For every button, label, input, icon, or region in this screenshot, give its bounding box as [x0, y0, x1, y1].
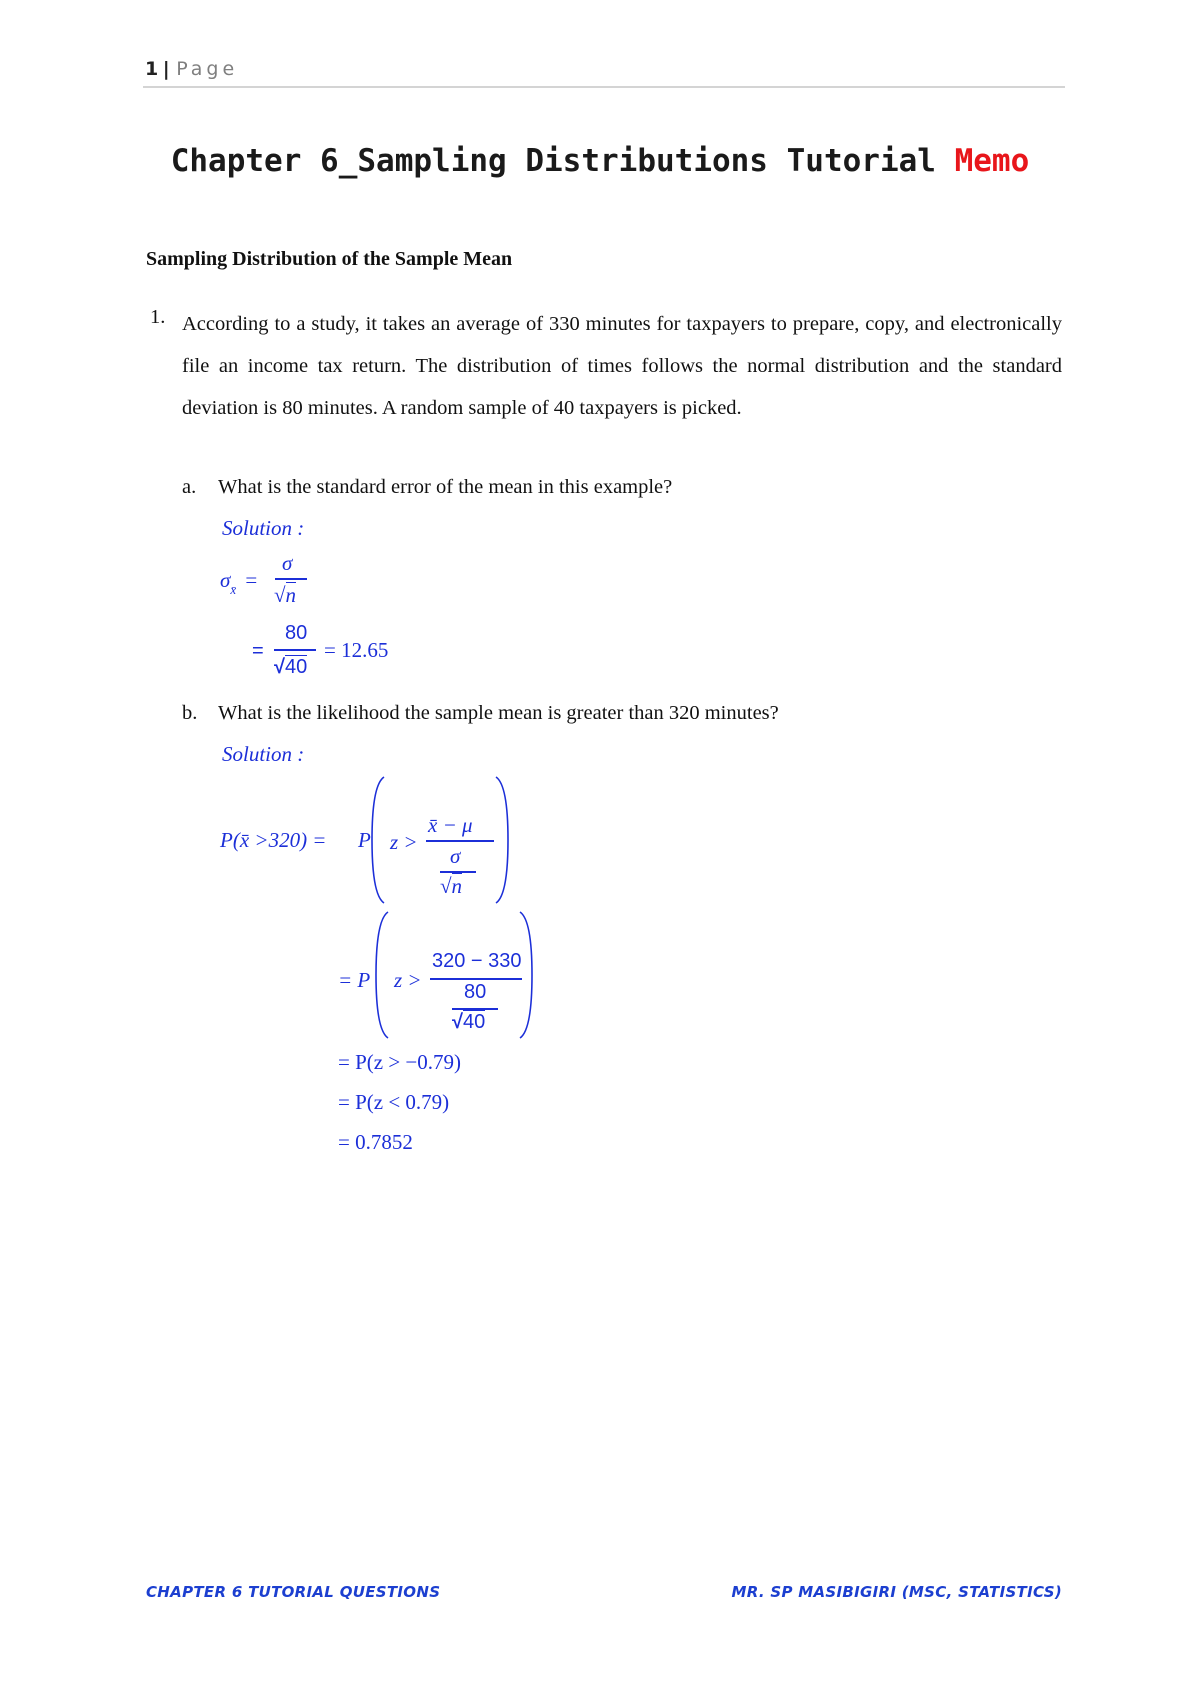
sqrt-n: √n: [274, 583, 297, 607]
title-main: Chapter 6_Sampling Distributions Tutorial: [170, 143, 955, 179]
sigma-xbar-formula: $\sigma_{x̄}$ =: [220, 568, 258, 597]
step1-main-bar: [426, 840, 494, 842]
calc-denominator: √40: [274, 656, 308, 678]
page-number: 1: [145, 58, 159, 80]
step4: = P(z < 0.79): [338, 1090, 450, 1114]
formula-numerator: σ: [282, 551, 293, 575]
calc-result: = 12.65: [324, 638, 389, 662]
page-label: Page: [176, 58, 239, 80]
step3: = P(z > −0.79): [338, 1050, 462, 1074]
part-a-letter: a.: [182, 476, 197, 498]
step2-z: z >: [394, 968, 422, 992]
footer-left: CHAPTER 6 TUTORIAL QUESTIONS: [146, 1583, 441, 1601]
part-b-letter: b.: [182, 702, 198, 724]
step2-sqrt-40: √40: [452, 1011, 486, 1033]
calc-fraction-bar: [274, 649, 316, 651]
step2-main-bar: [430, 978, 522, 980]
question-text: According to a study, it takes an average of 330 minutes for taxpayers to prepare, copy, and electronically file an income tax return. The distribution of times follows the normal distribution and the standard deviation is 80 minutes. A random sample of 40 taxpayers is picked.: [182, 313, 1062, 419]
part-a-text: What is the standard error of the mean in this example?: [218, 476, 673, 498]
header-rule: [143, 86, 1065, 88]
step2-eq-p: = P: [338, 968, 371, 992]
calc-equals: =: [252, 640, 264, 662]
step1-z: z >: [390, 830, 418, 854]
step1-numerator: x̄ − μ: [428, 813, 473, 837]
question-number: 1.: [150, 306, 166, 328]
step1-sqrt-n: √n: [440, 874, 463, 898]
page-title: [0, 143, 1200, 179]
section-heading: Sampling Distribution of the Sample Mean: [146, 248, 513, 270]
final-answer: = 0.7852: [338, 1130, 413, 1154]
step1-p: P: [358, 828, 371, 852]
footer-right: MR. SP MASIBIGIRI (MSC, STATISTICS): [731, 1583, 1062, 1601]
step2-numerator: 320 − 330: [432, 950, 522, 972]
part-b-text: What is the likelihood the sample mean is greater than 320 minutes?: [218, 702, 779, 724]
step1-sigma: σ: [450, 844, 461, 868]
calc-numerator: 80: [285, 622, 308, 644]
page-header: [145, 58, 238, 80]
fraction-bar: [275, 578, 307, 580]
step2-mid: 80: [464, 981, 487, 1003]
prob-lhs: P(x̄ >320) =: [220, 828, 327, 852]
header-separator: |: [162, 58, 171, 80]
part-a-solution-label: Solution :: [222, 516, 305, 540]
part-b-solution-label: Solution :: [222, 742, 305, 766]
title-memo: Memo: [954, 143, 1030, 179]
